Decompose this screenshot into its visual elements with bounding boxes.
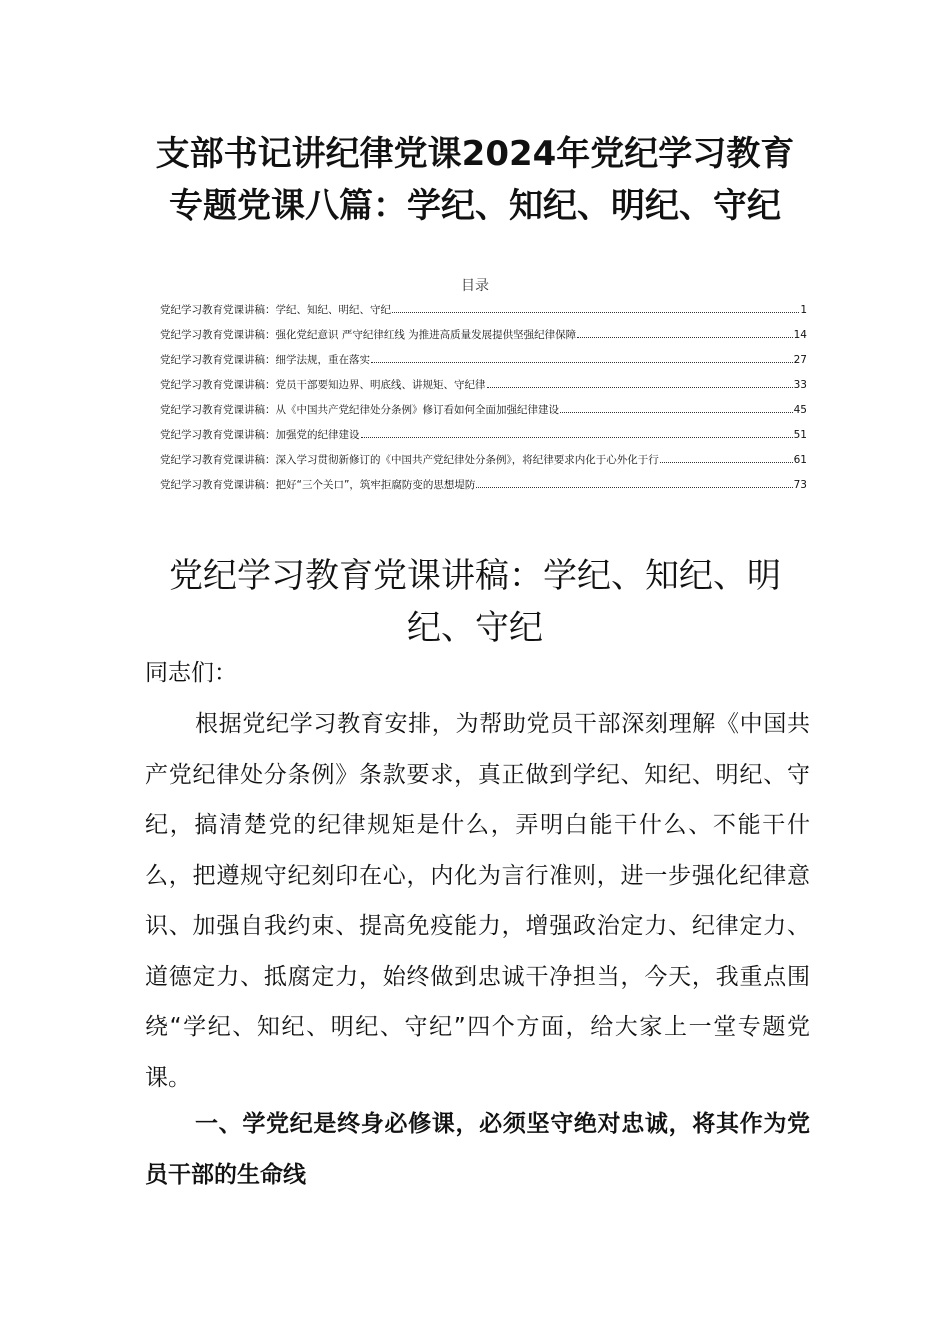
toc-item-page: 14 — [793, 329, 807, 341]
toc-item-page: 1 — [800, 304, 807, 316]
toc-item-page: 61 — [793, 454, 807, 466]
toc-item-page: 51 — [793, 429, 807, 441]
toc-item-title: 党纪学习教育党课讲稿：强化党纪意识 严守纪律红线 为推进高质量发展提供坚强纪律保障 — [160, 329, 577, 341]
toc-item-title: 党纪学习教育党课讲稿：从《中国共产党纪律处分条例》修订看如何全面加强纪律建设 — [160, 404, 559, 416]
toc-item[interactable] — [160, 425, 807, 450]
greeting: 同志们： — [145, 660, 237, 686]
subheading: 一、学党纪是终身必修课，必须坚守绝对忠诚，将其作为党员干部的生命线 — [145, 1111, 810, 1188]
toc-item-page: 33 — [793, 379, 807, 391]
toc-leader-dots — [361, 426, 793, 438]
toc-item-title: 党纪学习教育党课讲稿：把好“三个关口”，筑牢拒腐防变的思想堤防 — [160, 479, 476, 491]
toc-item[interactable] — [160, 400, 807, 425]
toc-item[interactable] — [160, 375, 807, 400]
toc-item-title: 党纪学习教育党课讲稿：学纪、知纪、明纪、守纪 — [160, 304, 391, 316]
toc-leader-dots — [392, 301, 799, 313]
toc-item-page: 45 — [793, 404, 807, 416]
table-of-contents — [160, 300, 807, 500]
toc-heading: 目录 — [461, 278, 489, 294]
toc-item-title: 党纪学习教育党课讲稿：党员干部要知边界、明底线、讲规矩、守纪律 — [160, 379, 486, 391]
toc-item-page: 73 — [793, 479, 807, 491]
body-paragraph: 根据党纪学习教育安排，为帮助党员干部深刻理解《中国共产党纪律处分条例》条款要求，真正做到学纪、知纪、明纪、守纪，搞清楚党的纪律规矩是什么，弄明白能干什么、不能干什么，把遵规守纪刻印在心，内化为言行准则，进一步强化纪律意识、加强自我约束、提高免疫能力，增强政治定力、纪律定力、道德定力、抵腐定力，始终做到忠诚干净担当，今天，我重点围绕“学纪、知纪、明纪、守纪”四个方面，给大家上一堂专题党课。 — [145, 711, 810, 1091]
toc-item-page: 27 — [793, 354, 807, 366]
toc-item-title: 党纪学习教育党课讲稿：细学法规，重在落实 — [160, 354, 370, 366]
toc-item[interactable] — [160, 450, 807, 475]
section-title: 党纪学习教育党课讲稿：学纪、知纪、明纪、守纪 — [169, 556, 781, 648]
toc-leader-dots — [476, 476, 792, 488]
toc-leader-dots — [487, 376, 793, 388]
toc-leader-dots — [660, 451, 793, 463]
toc-item[interactable] — [160, 475, 807, 500]
toc-item-title: 党纪学习教育党课讲稿：深入学习贯彻新修订的《中国共产党纪律处分条例》，将纪律要求内化于心外化于行 — [160, 454, 659, 466]
toc-item[interactable] — [160, 350, 807, 375]
toc-leader-dots — [371, 351, 793, 363]
toc-leader-dots — [560, 401, 793, 413]
toc-item[interactable] — [160, 300, 807, 325]
toc-item[interactable] — [160, 325, 807, 350]
toc-leader-dots — [577, 326, 792, 338]
toc-item-title: 党纪学习教育党课讲稿：加强党的纪律建设 — [160, 429, 360, 441]
document-title: 支部书记讲纪律党课2024年党纪学习教育专题党课八篇：学纪、知纪、明纪、守纪 — [155, 134, 795, 226]
